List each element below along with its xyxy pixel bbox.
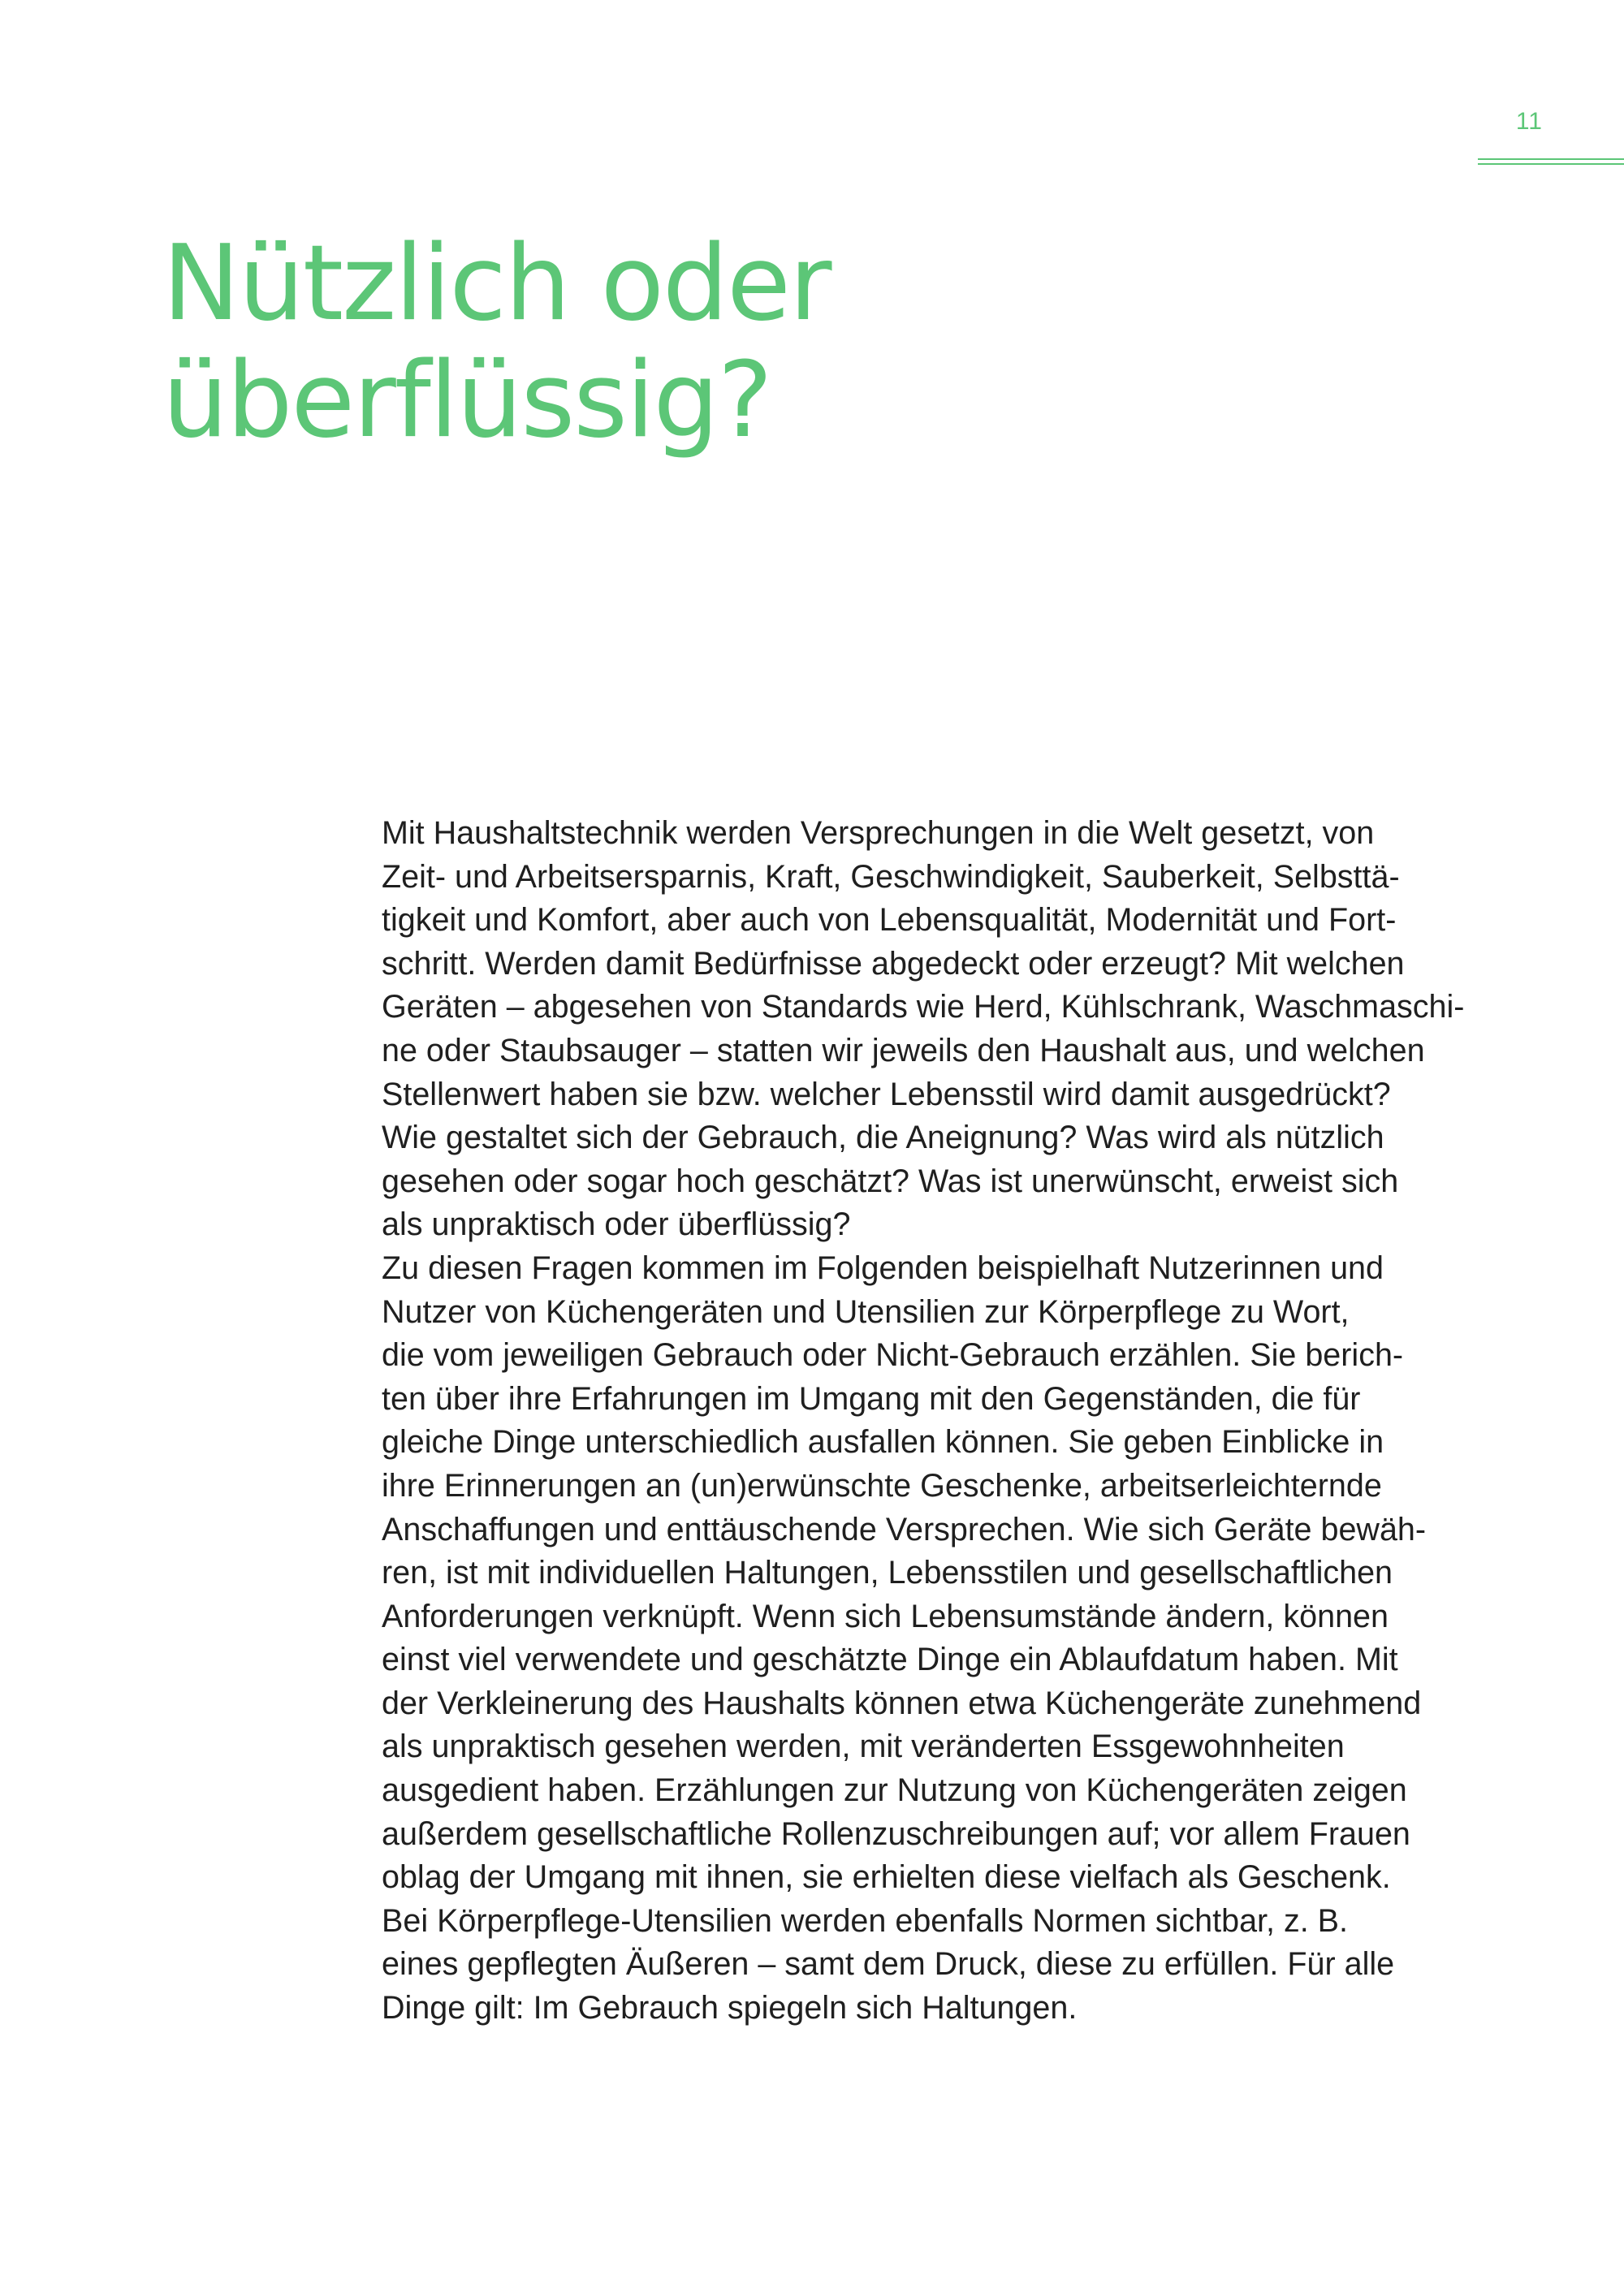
- body-line: Stellenwert haben sie bzw. welcher Lebensstil wird damit ausgedrückt?: [382, 1076, 1391, 1112]
- body-line: Wie gestaltet sich der Gebrauch, die Aneignung? Was wird als nützlich: [382, 1120, 1384, 1156]
- page-title-line: überflüssig?: [162, 340, 771, 461]
- body-line: Mit Haushaltstechnik werden Versprechungen in die Welt gesetzt, von: [382, 815, 1375, 851]
- header-rule-bottom: [1478, 163, 1624, 165]
- page-number: 11: [1515, 108, 1543, 135]
- body-line: außerdem gesellschaftliche Rollenzuschreibungen auf; vor allem Frauen: [382, 1815, 1410, 1852]
- header-rule-top: [1478, 158, 1624, 160]
- page-title: [162, 223, 1380, 461]
- body-line: Anschaffungen und enttäuschende Versprechen. Wie sich Geräte bewäh-: [382, 1511, 1427, 1547]
- body-line: ne oder Staubsauger – statten wir jeweils den Haushalt aus, und welchen: [382, 1032, 1425, 1068]
- body-line: ihre Erinnerungen an (un)erwünschte Geschenke, arbeitserleichternde: [382, 1467, 1382, 1504]
- body-line: eines gepflegten Äußeren – samt dem Druck, diese zu erfüllen. Für alle: [382, 1946, 1395, 1983]
- body-line: als unpraktisch gesehen werden, mit veränderten Essgewohnheiten: [382, 1729, 1345, 1765]
- body-line: einst viel verwendete und geschätzte Dinge ein Ablaufdatum haben. Mit: [382, 1642, 1398, 1678]
- page-title-line: Nützlich oder: [162, 223, 831, 344]
- body-line: gleiche Dinge unterschiedlich ausfallen können. Sie geben Einblicke in: [382, 1424, 1384, 1461]
- body-line: oblag der Umgang mit ihnen, sie erhielten diese vielfach als Geschenk.: [382, 1859, 1391, 1896]
- body-line: Zeit- und Arbeitsersparnis, Kraft, Geschwindigkeit, Sauberkeit, Selbsttä-: [382, 858, 1400, 895]
- body-line: tigkeit und Komfort, aber auch von Lebensqualität, Modernität und Fort-: [382, 902, 1397, 939]
- body-line: ren, ist mit individuellen Haltungen, Lebensstilen und gesellschaftlichen: [382, 1555, 1393, 1591]
- body-line: Dinge gilt: Im Gebrauch spiegeln sich Haltungen.: [382, 1990, 1078, 2027]
- body-line: der Verkleinerung des Haushalts können etwa Küchengeräte zunehmend: [382, 1685, 1422, 1721]
- body-line: gesehen oder sogar hoch geschätzt? Was ist unerwünscht, erweist sich: [382, 1163, 1399, 1199]
- body-line: Zu diesen Fragen kommen im Folgenden beispielhaft Nutzerinnen und: [382, 1250, 1384, 1286]
- body-line: ausgedient haben. Erzählungen zur Nutzung von Küchengeräten zeigen: [382, 1772, 1407, 1809]
- body-line: Geräten – abgesehen von Standards wie Herd, Kühlschrank, Waschmaschi-: [382, 989, 1465, 1025]
- body-line: schritt. Werden damit Bedürfnisse abgedeckt oder erzeugt? Mit welchen: [382, 945, 1405, 982]
- body-line: Anforderungen verknüpft. Wenn sich Lebensumstände ändern, können: [382, 1598, 1389, 1634]
- body-line: Bei Körperpflege-Utensilien werden ebenfalls Normen sichtbar, z. B.: [382, 1902, 1348, 1939]
- body-line: als unpraktisch oder überflüssig?: [382, 1206, 851, 1243]
- body-line: ten über ihre Erfahrungen im Umgang mit den Gegenständen, die für: [382, 1380, 1361, 1417]
- body-line: Nutzer von Küchengeräten und Utensilien zur Körperpflege zu Wort,: [382, 1293, 1350, 1330]
- body-paragraph: [382, 812, 1486, 2031]
- body-line: die vom jeweiligen Gebrauch oder Nicht-Gebrauch erzählen. Sie berich-: [382, 1337, 1404, 1374]
